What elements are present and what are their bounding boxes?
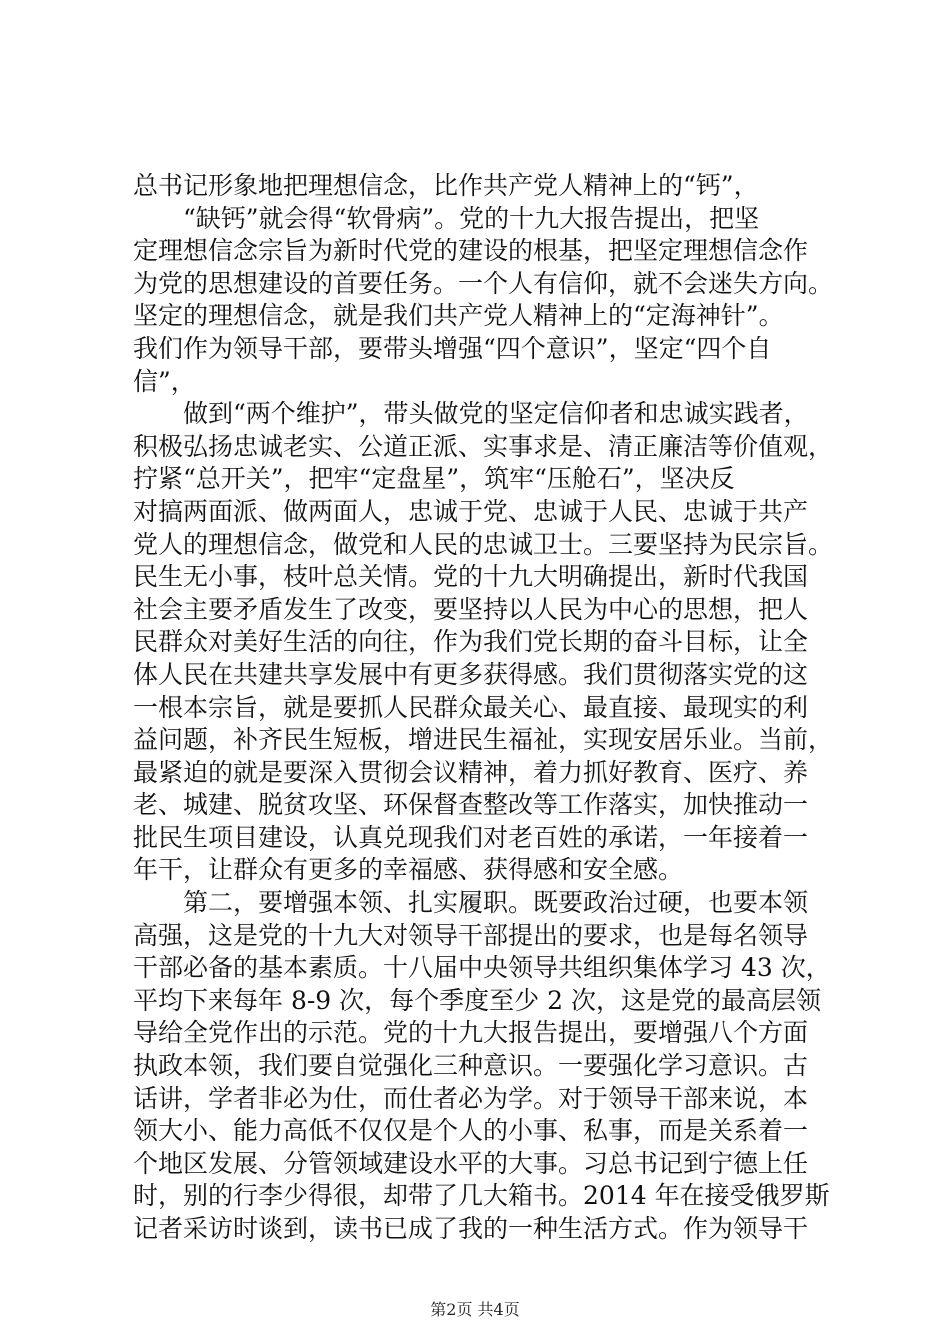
text-line: 总书记形象地把理想信念，比作共产党人精神上的“钙”，	[133, 171, 759, 200]
text-line: 一根本宗旨，就是要抓人民群众最关心、最直接、最现实的利	[133, 692, 809, 722]
text-line: 拧紧“总开关”，把牢“定盘星”，筑牢“压舱石”，坚决反	[133, 464, 735, 494]
text-line: 年干，让群众有更多的幸福感、获得感和安全感。	[133, 855, 684, 885]
text-line: 老、城建、脱贫攻坚、环保督查整改等工作落实，加快推动一	[133, 790, 809, 820]
text-line: 干部必备的基本素质。十八届中央领导共组织集体学习 43 次，	[133, 953, 831, 983]
text-line: 为党的思想建设的首要任务。一个人有信仰，就不会迷失方向。	[133, 268, 834, 298]
text-line: 坚定的理想信念，就是我们共产党人精神上的“定海神针”。	[133, 301, 784, 331]
text-line: 记者采访时谈到，读书已成了我的一种生活方式。作为领导干	[133, 1214, 809, 1243]
text-line: 话讲，学者非必为仕，而仕者必为学。对于领导干部来说，本	[133, 1083, 809, 1113]
text-line: 定理想信念宗旨为新时代党的建设的根基，把坚定理想信念作	[133, 236, 809, 266]
page-number-footer: 第2页 共4页	[430, 1300, 520, 1319]
text-line: 信”，	[133, 366, 196, 396]
text-line: 导给全党作出的示范。党的十九大报告提出，要增强八个方面	[133, 1018, 809, 1048]
text-line: 民群众对美好生活的向往，作为我们党长期的奋斗目标，让全	[133, 627, 809, 657]
text-line: 做到“两个维护”，带头做党的坚定信仰者和忠诚实践者，	[183, 399, 809, 429]
text-line: 益问题，补齐民生短板，增进民生福祉，实现安居乐业。当前，	[133, 725, 834, 755]
text-line: 党人的理想信念，做党和人民的忠诚卫士。三要坚持为民宗旨。	[133, 529, 834, 559]
text-line: 我们作为领导干部，要带头增强“四个意识”，坚定“四个自	[133, 333, 772, 363]
body-text	[133, 170, 833, 1246]
text-line: 对搞两面派、做两面人，忠诚于党、忠诚于人民、忠诚于共产	[133, 496, 809, 526]
text-line: 积极弘扬忠诚老实、公道正派、实事求是、清正廉洁等价值观，	[133, 431, 834, 461]
text-line: 个地区发展、分管领域建设水平的大事。习总书记到宁德上任	[133, 1148, 809, 1178]
text-line: 批民生项目建设，认真兑现我们对老百姓的承诺，一年接着一	[133, 822, 809, 852]
text-line: 领大小、能力高低不仅仅是个人的小事、私事，而是关系着一	[133, 1116, 809, 1146]
text-line: “缺钙”就会得“软骨病”。党的十九大报告提出，把坚	[183, 203, 760, 233]
text-line: 高强，这是党的十九大对领导干部提出的要求，也是每名领导	[133, 920, 809, 950]
text-line: 民生无小事，枝叶总关情。党的十九大明确提出，新时代我国	[133, 562, 809, 592]
text-line: 时，别的行李少得很，却带了几大箱书。2014 年在接受俄罗斯	[133, 1181, 830, 1211]
text-line: 平均下来每年 8-9 次，每个季度至少 2 次，这是党的最高层领	[133, 985, 821, 1015]
text-line: 最紧迫的就是要深入贯彻会议精神，着力抓好教育、医疗、养	[133, 757, 809, 787]
text-line: 第二，要增强本领、扎实履职。既要政治过硬，也要本领	[183, 888, 809, 918]
text-line: 社会主要矛盾发生了改变，要坚持以人民为中心的思想，把人	[133, 594, 809, 624]
text-line: 执政本领，我们要自觉强化三种意识。一要强化学习意识。古	[133, 1051, 809, 1081]
text-line: 体人民在共建共享发展中有更多获得感。我们贯彻落实党的这	[133, 659, 809, 689]
